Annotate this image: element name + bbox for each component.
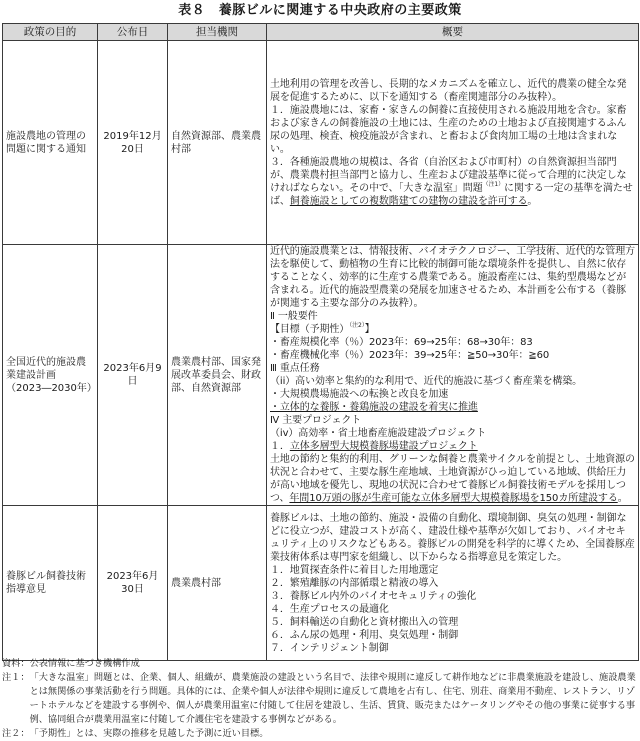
summary-line	[270, 440, 635, 453]
table-row	[3, 41, 639, 245]
summary-text: １．	[270, 441, 290, 452]
promulgation-date-cell: 2023年6月30日	[98, 506, 168, 661]
summary-text: 。	[527, 195, 538, 207]
summary-text: 養豚ビルは、土地の節約、施設・設備の自動化、環境制御、臭気の処理・制御などに役立つが、建設コストが高く、建設仕様や基準が欠如しており、バイオセキュリティ上のリスクなどもある。養豚ビルの開発を科学的に導くため、全国養豚産業技術体系は専門家を組織し、以下からなる指導意見を策定した。	[270, 512, 635, 563]
note-item	[2, 657, 638, 671]
summary-line	[270, 453, 635, 505]
emphasized-text: 立体多層型大規模養豚場建設プロジェクト	[289, 441, 478, 452]
summary-text: １．地質探査条件に着目した用地選定	[270, 564, 439, 576]
summary-text: ・畜産機械化率（％）2023年：39→25年：≧50→30年：≧60	[270, 350, 550, 361]
footnote-ref: （注2）	[349, 322, 365, 329]
header-agency: 担当機関	[168, 24, 267, 41]
policy-summary-cell	[267, 245, 639, 506]
note-label: 資料：	[2, 658, 30, 669]
summary-text: ・大規模農場施設への転換と改良を加速	[270, 389, 449, 400]
summary-line	[270, 310, 635, 323]
emphasized-text: 年間10万頭の豚が生産可能な立体多層型大規模養豚場を150カ所建設する	[289, 493, 618, 504]
summary-text: 土地の節約と集約的利用、グリーンな飼養と農業サイクルを前提とし、土地資源の状況と合わせて、主要な豚生産地域、土地資源がひっ迫している地域、供給圧力が高い地域を優先し、現地の状況に合わせて養豚ビル飼養技術モデルを採用しつつ、	[270, 454, 635, 504]
policy-purpose-cell: 施設農地の管理の問題に関する通知	[3, 41, 98, 245]
summary-text: 近代的施設農業とは、情報技術、バイオテクノロジー、工学技術、近代的な管理方法を駆使して、動植物の生育に比較的制御可能な環境条件を提供し、自然に依存することなく、効率的に生産する農業である。施設畜産には、集約型農場などが含まれる。近代的施設型農業の発展を加速させるため、本計画を公布する（養豚が関連する主要な部分のみ抜粋）。	[270, 246, 635, 309]
summary-text: ・畜産規模化率（％）2023年：69→25年：68→30年：83	[270, 337, 533, 348]
summary-text: ５．飼料輸送の自動化と資材搬出入の管理	[270, 616, 459, 628]
note-label: 注２：	[2, 728, 30, 739]
summary-line	[270, 590, 635, 603]
summary-line	[270, 349, 635, 362]
summary-line	[270, 512, 635, 564]
summary-text: ６．ふん尿の処理・利用、臭気処理・制御	[270, 629, 459, 641]
summary-text: 。	[617, 493, 628, 504]
responsible-agency-cell: 自然資源部、農業農村部	[168, 41, 267, 245]
summary-line	[270, 388, 635, 401]
summary-text: （iv）高効率・省土地畜産施設建設プロジェクト	[270, 428, 487, 439]
policy-summary-cell	[267, 41, 639, 245]
header-purpose: 政策の目的	[3, 24, 98, 41]
promulgation-date-cell: 2019年12月20日	[98, 41, 168, 245]
summary-line	[270, 629, 635, 642]
note-text: 公表情報に基づき機構作成	[29, 658, 140, 669]
summary-line	[270, 642, 635, 655]
summary-text: ７．インテリジェント制御	[270, 642, 389, 654]
summary-line	[270, 427, 635, 440]
policy-purpose-cell: 全国近代的施設農業建設計画（2023―2030年）	[3, 245, 98, 506]
table-row	[3, 506, 639, 661]
summary-line	[270, 245, 635, 310]
summary-line	[270, 323, 635, 336]
note-label: 注１：	[2, 672, 30, 683]
summary-text: ４．生産プロセスの最適化	[270, 603, 389, 615]
table-row	[3, 245, 639, 506]
summary-line	[270, 577, 635, 590]
summary-text: Ⅱ 一般要件	[270, 311, 318, 322]
policy-table	[2, 23, 639, 661]
summary-text: Ⅳ 主要プロジェクト	[270, 415, 362, 426]
summary-line	[270, 78, 635, 104]
summary-line	[270, 603, 635, 616]
summary-text: ３．各種施設農地の規模は、各省（自治区および市町村）の自然資源担当部門が、農業農村担当部門と協力し、生産および建設基準に従って合理的に決定しなければならない。その中で、「大きな温室」問題	[270, 156, 627, 194]
summary-line	[270, 336, 635, 349]
summary-line	[270, 104, 635, 156]
emphasized-text: 飼養施設としての複数階建ての建物の建設を許可する	[289, 195, 528, 207]
summary-line	[270, 616, 635, 629]
summary-text: ３．養豚ビル内外のバイオセキュリティの強化	[270, 590, 477, 602]
responsible-agency-cell: 農業農村部	[168, 506, 267, 661]
policy-summary-cell	[267, 506, 639, 661]
summary-line	[270, 564, 635, 577]
summary-text: 土地利用の管理を改善し、長期的なメカニズムを確立し、近代的農業の健全な発展を促進するために、以下を通知する（畜産関連部分のみ抜粋）。	[270, 78, 627, 103]
summary-text: ２．繁殖離豚の内部循環と精液の導入	[270, 577, 439, 589]
note-item	[2, 671, 638, 727]
summary-line	[270, 414, 635, 427]
summary-line	[270, 375, 635, 388]
summary-text: 【目標（予期性）	[270, 324, 350, 335]
promulgation-date-cell: 2023年6月9日	[98, 245, 168, 506]
table-title: 表８ 養豚ビルに関連する中央政府の主要政策	[178, 3, 462, 18]
header-row	[3, 24, 639, 41]
note-item	[2, 727, 638, 741]
summary-text: Ⅲ 重点任務	[270, 363, 320, 374]
header-summary: 概要	[267, 24, 639, 41]
emphasized-text: ・立体的な養豚・養鶏施設の建設を着実に推進	[270, 402, 478, 413]
summary-line	[270, 156, 635, 208]
notes-section	[2, 657, 638, 741]
footnote-ref: （注1）	[482, 180, 505, 188]
summary-line	[270, 401, 635, 414]
note-text: 「大きな温室」問題とは、企業、個人、組織が、農業施設の建設という名目で、法律や規則に違反して耕作地などに非農業施設を建設し、施設農業とは無関係の事業活動を行う問題。具体的には、企業や個人が法律や規則に違反して農地を占有し、住宅、別荘、商業用不動産、レストラン、リゾートホテルなどを建設する事例や、個人が農業用温室に付随して住居を建設し、生活、賃貸、販売またはケータリングやその他の事業に従事する事例、協同組合が農業用温室に付随して介護住宅を建設する事例などがある。	[29, 672, 636, 725]
summary-text: （ii）高い効率と集約的な利用で、近代的施設に基づく畜産業を構築。	[270, 376, 583, 387]
summary-text: １．施設農地には、家畜・家きんの飼養に直接使用される施設用地を含む。家畜および家きんの飼養施設の土地には、生産のための土地および直接関連するふん尿の処理、検査、検疫施設が含まれ、と畜および食肉加工場の土地は含まれない。	[270, 104, 627, 155]
summary-text: 】	[364, 324, 375, 335]
note-text: 「予期性」とは、実際の推移を見越した予測に近い目標。	[29, 728, 269, 739]
summary-line	[270, 362, 635, 375]
summary-text: に関する一定の基準を満たせば、	[270, 182, 633, 207]
header-date: 公布日	[98, 24, 168, 41]
responsible-agency-cell: 農業農村部、国家発展改革委員会、財政部、自然資源部	[168, 245, 267, 506]
policy-purpose-cell: 養豚ビル飼養技術指導意見	[3, 506, 98, 661]
